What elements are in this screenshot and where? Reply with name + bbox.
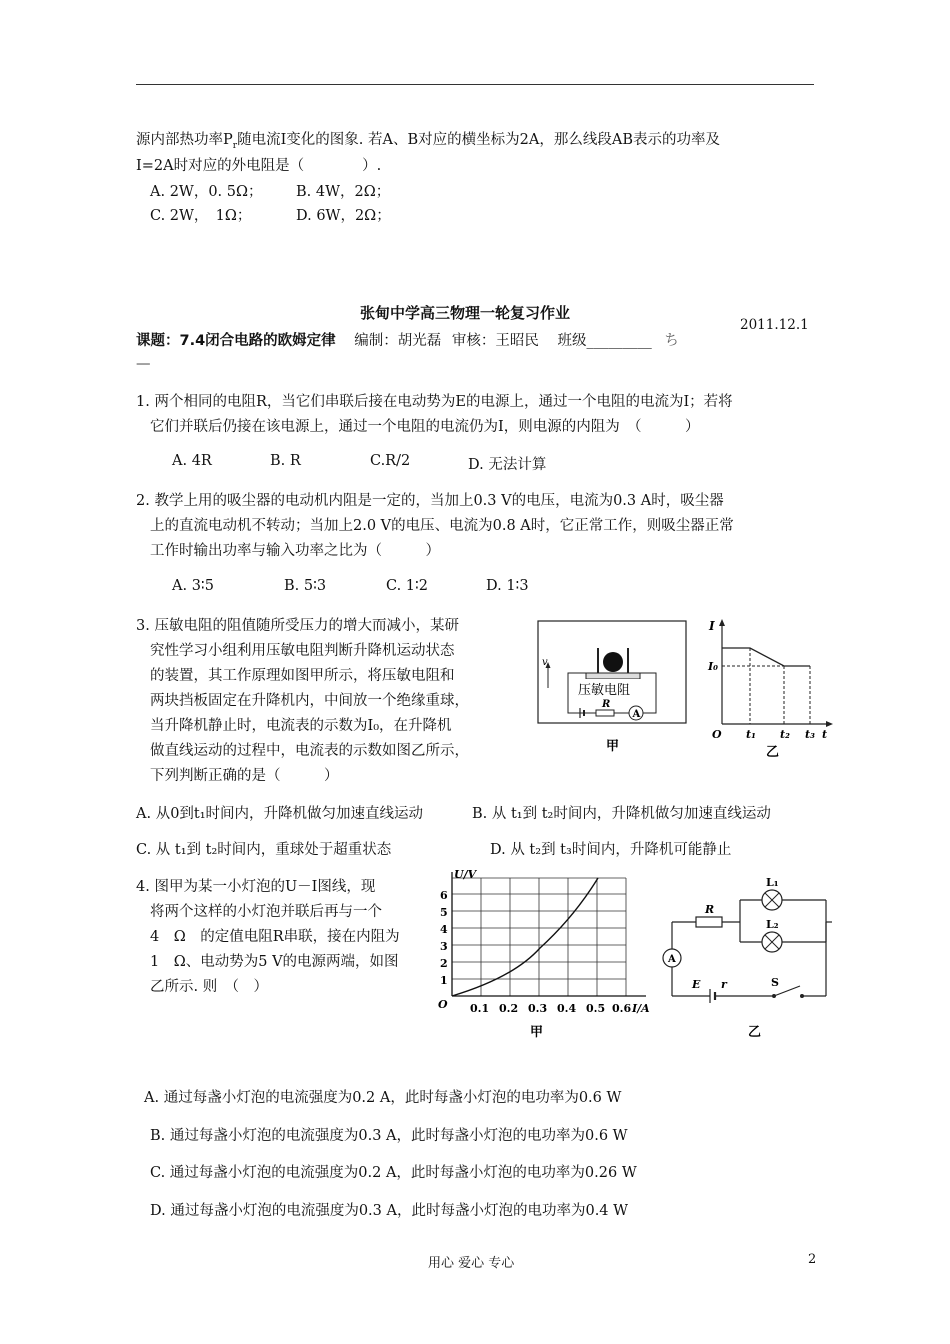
reviewer: 审核：王昭民 bbox=[451, 333, 539, 349]
q2-option-b: B. 5∶3 bbox=[284, 578, 327, 594]
q4-fig-b-caption: 乙 bbox=[748, 1025, 762, 1040]
q3-line3: 的装置，其工作原理如图甲所示，将压敏电阻和 bbox=[150, 668, 455, 684]
q3-line4: 两块挡板固定在升降机内，中间放一个绝缘重球， bbox=[150, 693, 469, 709]
origin-label: O bbox=[712, 728, 722, 741]
lamp-l1-label: L₁ bbox=[766, 876, 779, 889]
prev-option-d: D. 6W，2Ω； bbox=[296, 208, 391, 224]
q2-line3: 工作时输出功率与输入功率之比为（ ） bbox=[150, 543, 440, 559]
i-axis-label: I/A bbox=[632, 1002, 650, 1015]
lamp-l2-label: L₂ bbox=[766, 918, 779, 931]
q3-option-a: A. 从0到t₁时间内，升降机做匀加速直线运动 bbox=[136, 806, 424, 822]
velocity-label: v bbox=[542, 657, 548, 668]
pressure-resistor-label: 压敏电阻 bbox=[578, 683, 631, 698]
resistor-r-label: R bbox=[705, 903, 715, 916]
q2-line1: 2. 教学上用的吸尘器的电动机内阻是一定的，当加上0.3 V的电压，电流为0.3 A时，吸尘器 bbox=[136, 493, 724, 509]
switch-label: S bbox=[771, 976, 779, 989]
y-axis-arrow bbox=[719, 619, 725, 626]
q1-option-a: A. 4R bbox=[172, 453, 212, 469]
x-tick-05: 0.5 bbox=[586, 1002, 606, 1015]
q4-line3: 4 Ω 的定值电阻R串联，接在内阻为 bbox=[150, 929, 400, 945]
q2-option-a: A. 3∶5 bbox=[172, 578, 214, 594]
resistor-r bbox=[596, 710, 614, 716]
x-tick-01: 0.1 bbox=[470, 1002, 490, 1015]
t1-label: t₁ bbox=[746, 728, 756, 741]
q2-option-c: C. 1∶2 bbox=[386, 578, 429, 594]
topic: 课题：7.4闭合电路的欧姆定律 bbox=[136, 333, 336, 349]
q1-option-b: B. R bbox=[270, 453, 301, 469]
x-axis-arrow bbox=[826, 721, 833, 727]
date: 2011.12.1 bbox=[740, 317, 809, 333]
resistor-r-label: R bbox=[602, 699, 611, 710]
q3-line1: 3. 压敏电阻的阻值随所受压力的增大而减小，某研 bbox=[136, 618, 459, 634]
t3-label: t₃ bbox=[805, 728, 815, 741]
q1-line2: 它们并联后仍接在该电源上，通过一个电阻的电流仍为I，则电源的内阻为 （ ） bbox=[150, 419, 700, 435]
q4-option-c: C. 通过每盏小灯泡的电流强度为0.2 A，此时每盏小灯泡的电功率为0.26 W bbox=[150, 1165, 637, 1181]
q1-option-c: C.R/2 bbox=[370, 453, 411, 469]
q3-figure-a bbox=[534, 618, 690, 758]
prev-question-line1: 源内部热功率$P_r$随电流I变化的图象. 若A、B对应的横坐标为2A，那么线段AB表示的功率及 bbox=[136, 132, 720, 151]
t-axis-label: t bbox=[822, 728, 828, 741]
q2-line2: 上的直流电动机不转动；当加上2.0 V的电压、电流为0.8 A时，它正常工作，则吸尘器正常 bbox=[150, 518, 734, 534]
y-tick-2: 2 bbox=[440, 957, 448, 970]
x-tick-06: 0.6 bbox=[612, 1002, 632, 1015]
q3-fig-b-caption: 乙 bbox=[766, 745, 780, 760]
x-tick-04: 0.4 bbox=[557, 1002, 577, 1015]
top-rule bbox=[136, 84, 814, 85]
i0-label: I₀ bbox=[708, 660, 718, 673]
prev-option-a: A. 2W，0. 5Ω； bbox=[150, 184, 263, 200]
class-label: 班级 bbox=[557, 333, 587, 349]
q3-line6: 做直线运动的过程中，电流表的示数如图乙所示， bbox=[150, 743, 469, 759]
q3-option-b: B. 从 t₁到 t₂时间内，升降机做匀加速直线运动 bbox=[472, 806, 771, 822]
q2-option-d: D. 1∶3 bbox=[486, 578, 529, 594]
school-title: 张甸中学高三物理一轮复习作业 bbox=[360, 304, 571, 322]
y-tick-6: 6 bbox=[440, 889, 448, 902]
x-tick-03: 0.3 bbox=[528, 1002, 548, 1015]
q4-option-b: B. 通过每盏小灯泡的电流强度为0.3 A，此时每盏小灯泡的电功率为0.6 W bbox=[150, 1128, 628, 1144]
editor: 编制：胡光磊 bbox=[354, 333, 442, 349]
q4-line5: 乙所示. 则 （ ） bbox=[150, 979, 268, 995]
q4-option-a: A. 通过每盏小灯泡的电流强度为0.2 A，此时每盏小灯泡的电功率为0.6 W bbox=[144, 1090, 622, 1106]
y-tick-4: 4 bbox=[440, 923, 448, 936]
y-tick-5: 5 bbox=[440, 906, 448, 919]
q1-option-d: D. 无法计算 bbox=[468, 457, 547, 473]
header-dash: — bbox=[136, 356, 151, 372]
q3-fig-a-caption: 甲 bbox=[606, 739, 620, 754]
q4-figure-b bbox=[654, 868, 838, 1044]
ammeter-label: A bbox=[632, 709, 641, 720]
q4-figure-a bbox=[432, 866, 654, 1042]
u-axis-label: U/V bbox=[454, 868, 477, 881]
class-blank: _________ bbox=[586, 333, 652, 349]
emf-label: E bbox=[692, 978, 701, 991]
q4-fig-a-caption: 甲 bbox=[530, 1025, 544, 1040]
q4-line2: 将两个这样的小灯泡并联后再与一个 bbox=[150, 904, 382, 920]
prev-option-c: C. 2W， 1Ω； bbox=[150, 208, 252, 224]
heavy-ball bbox=[603, 652, 623, 672]
q3-line2: 究性学习小组利用压敏电阻判断升降机运动状态 bbox=[150, 643, 455, 659]
q4-line4: 1 Ω、电动势为5 V的电源两端，如图 bbox=[150, 954, 399, 970]
y-axis-label: I bbox=[709, 619, 715, 633]
cut-char: ち bbox=[664, 333, 679, 349]
q1-line1: 1. 两个相同的电阻R，当它们串联后接在电动势为E的电源上，通过一个电阻的电流为I；若将 bbox=[136, 394, 733, 410]
header-line bbox=[136, 329, 679, 350]
q3-figure-b bbox=[702, 612, 834, 762]
q3-line7: 下列判断正确的是（ ） bbox=[150, 768, 339, 784]
q4-option-d: D. 通过每盏小灯泡的电流强度为0.3 A，此时每盏小灯泡的电功率为0.4 W bbox=[150, 1203, 629, 1219]
x-tick-02: 0.2 bbox=[499, 1002, 519, 1015]
current-curve bbox=[722, 648, 810, 666]
pressure-resistor bbox=[586, 673, 640, 679]
page-number: 2 bbox=[808, 1252, 817, 1267]
q3-option-d: D. 从 t₂到 t₃时间内，升降机可能静止 bbox=[490, 842, 732, 858]
resistor-r bbox=[696, 917, 722, 927]
internal-r-label: r bbox=[721, 978, 727, 991]
footer-motto: 用心 爱心 专心 bbox=[428, 1256, 515, 1271]
u-i-curve bbox=[452, 878, 598, 996]
q4-origin: O bbox=[438, 998, 448, 1011]
t2-label: t₂ bbox=[780, 728, 790, 741]
prev-question-line2: I=2A时对应的外电阻是（ ）. bbox=[136, 158, 382, 174]
y-tick-3: 3 bbox=[440, 940, 448, 953]
q3-fig-a-frame bbox=[538, 621, 686, 723]
ammeter-label: A bbox=[668, 954, 676, 965]
q3-option-c: C. 从 t₁到 t₂时间内，重球处于超重状态 bbox=[136, 842, 392, 858]
q3-line5: 当升降机静止时，电流表的示数为I₀，在升降机 bbox=[150, 718, 452, 734]
q4-line1: 4. 图甲为某一小灯泡的U－I图线，现 bbox=[136, 879, 376, 895]
grid bbox=[452, 878, 626, 996]
prev-option-b: B. 4W，2Ω； bbox=[296, 184, 391, 200]
y-tick-1: 1 bbox=[440, 974, 448, 987]
